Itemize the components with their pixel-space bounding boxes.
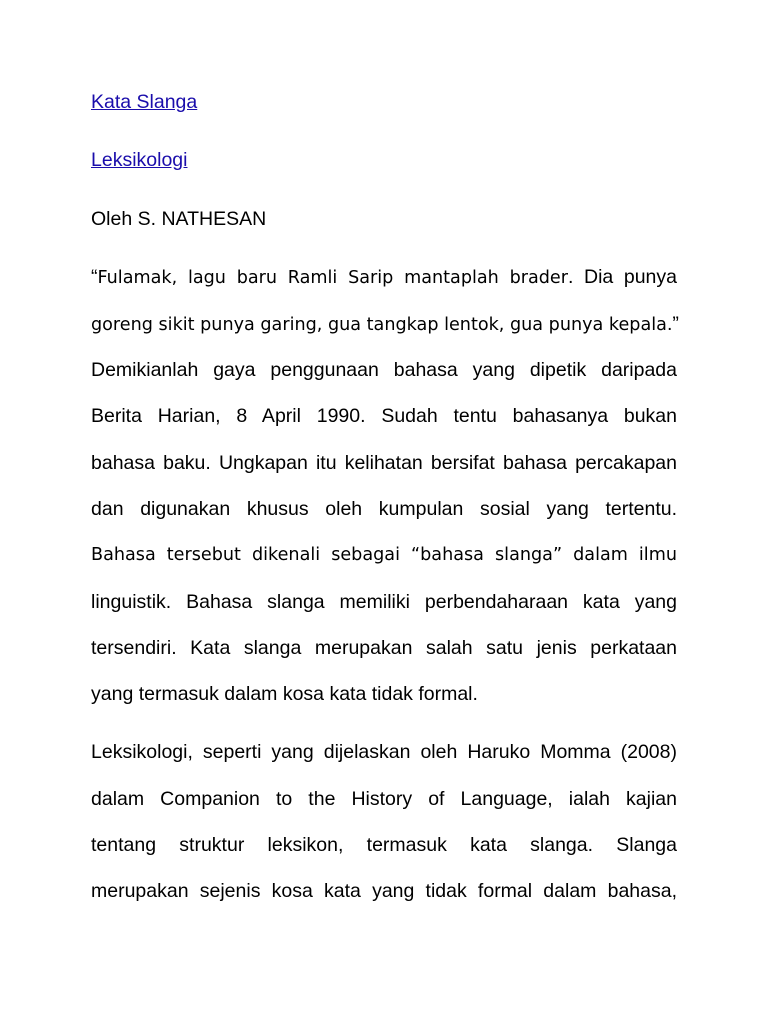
paragraph1-line5: bahasa baku. Ungkapan itu kelihatan bersifat bahasa percakapan: [91, 452, 677, 474]
paragraph1-line10: yang termasuk dalam kosa kata tidak formal.: [91, 683, 478, 705]
paragraph1-line9: tersendiri. Kata slanga merupakan salah satu jenis perkataan: [91, 637, 677, 659]
paragraph1-line7: Bahasa tersebut dikenali sebagai “bahasa slanga” dalam ilmu: [91, 545, 677, 565]
paragraph1-line4: Berita Harian, 8 April 1990. Sudah tentu bahasanya bukan: [91, 405, 677, 427]
kata-slanga-link[interactable]: Kata Slanga: [91, 91, 198, 113]
kata-slanga-link-row: [91, 90, 197, 114]
paragraph1-line3: Demikianlah gaya penggunaan bahasa yang dipetik daripada: [91, 359, 677, 381]
paragraph1-line8: linguistik. Bahasa slanga memiliki perbendaharaan kata yang: [91, 591, 677, 613]
leksikologi-link-row: [91, 148, 187, 172]
paragraph1-line2: [91, 312, 679, 337]
paragraph2-line2: dalam Companion to the History of Language, ialah kajian: [91, 788, 677, 810]
paragraph1-line2-rest: .”: [666, 313, 679, 335]
paragraph1-line1: [91, 265, 677, 290]
opening-quote-mark: “: [91, 266, 98, 288]
paragraph2-line4: merupakan sejenis kosa kata yang tidak formal dalam bahasa,: [91, 880, 677, 902]
slang-quote-part2: goreng sikit punya garing, gua tangkap lentok, gua punya kepala: [91, 315, 667, 335]
slang-quote-part1: Fulamak, lagu baru Ramli Sarip mantaplah brader: [97, 268, 568, 288]
paragraph1-line1-rest: . Dia punya: [568, 266, 677, 288]
byline: Oleh S. NATHESAN: [91, 208, 267, 230]
paragraph2-line1: Leksikologi, seperti yang dijelaskan oleh Haruko Momma (2008): [91, 741, 677, 763]
paragraph1-line6: dan digunakan khusus oleh kumpulan sosial yang tertentu.: [91, 498, 677, 520]
leksikologi-link[interactable]: Leksikologi: [91, 149, 188, 171]
paragraph2-line3: tentang struktur leksikon, termasuk kata slanga. Slanga: [91, 834, 677, 856]
